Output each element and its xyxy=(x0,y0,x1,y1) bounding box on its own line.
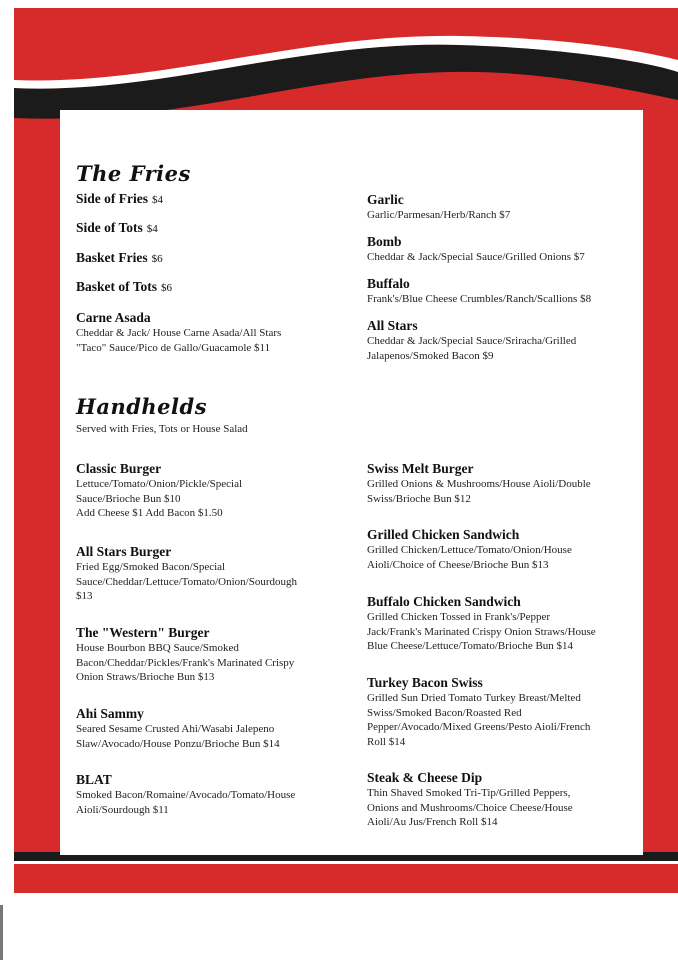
item-price: $6 xyxy=(161,282,173,294)
item-name: BLAT xyxy=(76,772,112,787)
menu-item-ahi-sammy xyxy=(76,705,356,751)
item-desc-line: Cheddar & Jack/Special Sauce/Grilled Onions $7 xyxy=(367,251,585,263)
item-price: $4 xyxy=(152,194,163,206)
item-desc-line: Slaw/Avocado/House Ponzu/Brioche Bun $14 xyxy=(76,737,280,750)
item-desc-line: Sauce/Brioche Bun $10 xyxy=(76,492,181,505)
menu-item-buffalo xyxy=(367,275,637,307)
item-name: Side of Tots xyxy=(76,220,143,235)
item-desc-line: Frank's/Blue Cheese Crumbles/Ranch/Scallions $8 xyxy=(367,293,592,305)
item-name: Bomb xyxy=(367,234,402,249)
item-desc-line: Aioli/Au Jus/French Roll $14 xyxy=(367,816,498,828)
item-desc-line: Aioli/Sourdough $11 xyxy=(76,803,169,816)
menu-item-steak-cheese-dip xyxy=(367,769,639,830)
menu-item-bomb xyxy=(367,233,637,265)
item-desc-line: Jalapenos/Smoked Bacon $9 xyxy=(367,349,494,362)
menu-item-all-stars xyxy=(367,317,637,363)
item-name: Swiss Melt Burger xyxy=(367,461,474,476)
item-name: Basket of Tots xyxy=(76,279,158,294)
item-desc-line: Pepper/Avocado/Mixed Greens/Pesto Aioli/French xyxy=(367,721,591,733)
item-desc-line: Jack/Frank's Marinated Crispy Onion Straws/House xyxy=(367,625,596,638)
item-name: Steak & Cheese Dip xyxy=(367,770,483,785)
item-desc-line: Garlic/Parmesan/Herb/Ranch $7 xyxy=(367,209,511,221)
item-desc-line: Sauce/Cheddar/Lettuce/Tomato/Onion/Sourdough xyxy=(76,575,298,588)
menu-item-side-of-tots xyxy=(76,220,158,236)
item-name: Ahi Sammy xyxy=(76,706,144,721)
menu-item-turkey-bacon-swiss xyxy=(367,674,639,749)
handhelds-subtitle: Served with Fries, Tots or House Salad xyxy=(76,423,248,435)
item-desc-line: Aioli/Choice of Cheese/Brioche Bun $13 xyxy=(367,558,549,571)
item-desc-line: Onion Straws/Brioche Bun $13 xyxy=(76,671,215,683)
item-desc-line: House Bourbon BBQ Sauce/Smoked xyxy=(76,642,239,654)
menu-item-classic-burger xyxy=(76,460,356,521)
menu-item-grilled-chicken-sandwich xyxy=(367,526,639,572)
item-price: $4 xyxy=(146,223,158,235)
item-desc-line: "Taco" Sauce/Pico de Gallo/Guacamole $11 xyxy=(76,341,271,354)
item-desc-line: Lettuce/Tomato/Onion/Pickle/Special xyxy=(76,478,243,490)
menu-item-basket-of-tots xyxy=(76,279,172,295)
menu-item-garlic xyxy=(367,191,637,223)
item-name: Buffalo xyxy=(367,276,410,291)
item-desc-line: Onions and Mushrooms/Choice Cheese/House xyxy=(367,801,573,814)
item-desc-line: Grilled Onions & Mushrooms/House Aioli/Double xyxy=(367,478,591,490)
bottom-white-stripe xyxy=(14,861,678,864)
item-desc-line: Cheddar & Jack/ House Carne Asada/All Stars xyxy=(76,327,282,339)
item-desc-line: Grilled Chicken Tossed in Frank's/Pepper xyxy=(367,611,551,623)
item-desc-line: Grilled Chicken/Lettuce/Tomato/Onion/House xyxy=(367,544,572,556)
item-desc-line: Seared Sesame Crusted Ahi/Wasabi Jalepeno xyxy=(76,723,275,735)
handhelds-title: Handhelds xyxy=(76,394,208,419)
menu-item-side-of-fries xyxy=(76,191,163,207)
item-name: Carne Asada xyxy=(76,310,151,325)
scan-edge-mark xyxy=(0,905,3,960)
item-name: Side of Fries xyxy=(76,191,148,206)
item-desc-line: Swiss/Smoked Bacon/Roasted Red xyxy=(367,706,522,719)
menu-item-swiss-melt-burger xyxy=(367,460,639,506)
item-desc-line: Grilled Sun Dried Tomato Turkey Breast/Melted xyxy=(367,692,581,704)
menu-item-blat xyxy=(76,771,356,817)
item-desc-line: Blue Cheese/Lettuce/Tomato/Brioche Bun $14 xyxy=(367,640,574,652)
menu-item-western-burger xyxy=(76,624,356,685)
menu-item-carne-asada xyxy=(76,309,346,355)
item-name: Turkey Bacon Swiss xyxy=(367,675,483,690)
item-name: Buffalo Chicken Sandwich xyxy=(367,594,521,609)
menu-item-all-stars-burger xyxy=(76,543,356,604)
item-desc-line: Roll $14 xyxy=(367,735,406,748)
item-desc-line: Fried Egg/Smoked Bacon/Special xyxy=(76,561,226,573)
fries-title: The Fries xyxy=(76,161,191,186)
menu-item-buffalo-chicken-sandwich xyxy=(367,593,639,654)
item-desc-line: Thin Shaved Smoked Tri-Tip/Grilled Peppers, xyxy=(367,787,571,799)
item-desc-line: Bacon/Cheddar/Pickles/Frank's Marinated Crispy xyxy=(76,656,295,669)
item-desc-line: Cheddar & Jack/Special Sauce/Sriracha/Grilled xyxy=(367,335,577,347)
menu-item-basket-fries xyxy=(76,250,163,266)
item-desc-line: Smoked Bacon/Romaine/Avocado/Tomato/House xyxy=(76,789,296,801)
item-desc-line: $13 xyxy=(76,590,93,602)
item-name: Grilled Chicken Sandwich xyxy=(367,527,520,542)
item-name: Basket Fries xyxy=(76,250,148,265)
item-desc-line: Add Cheese $1 Add Bacon $1.50 xyxy=(76,507,223,519)
item-name: Classic Burger xyxy=(76,461,162,476)
page-margin-bottom xyxy=(0,893,678,960)
item-name: All Stars xyxy=(367,318,418,333)
item-name: All Stars Burger xyxy=(76,544,172,559)
item-price: $6 xyxy=(151,253,163,265)
item-name: The "Western" Burger xyxy=(76,625,210,640)
item-desc-line: Swiss/Brioche Bun $12 xyxy=(367,492,471,505)
item-name: Garlic xyxy=(367,192,404,207)
